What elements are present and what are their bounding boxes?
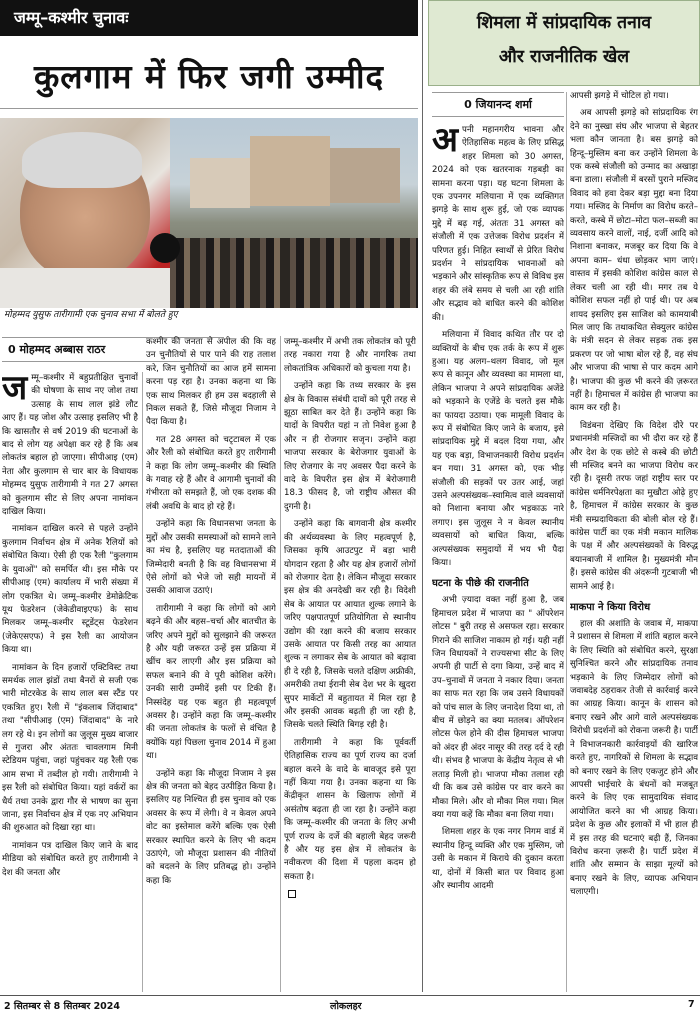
footer-page-number: 7 — [688, 999, 695, 1010]
paragraph: जम्मू–कश्मीर में अभी तक लोकतंत्र को पूरी तरह नकारा गया है और नागरिक तथा लोकतांत्रिक अधिकारों को कुचला गया है। — [284, 337, 416, 374]
microphone-icon — [150, 233, 180, 263]
right-byline: 0 जियानन्द शर्मा — [432, 92, 564, 117]
paragraph: हाल की अशांति के जवाब में, माकपा ने प्रशासन से शिमला में शांति बहाल करने के लिए स्थिति को संबोधित करने, सुरक्षा सुनिश्चित करने और सांप्रदायिक तनाव भड़काने के लिए जिम्मेदार लोगों को जवाबदेह ठहराकर तेजी से कार्रवाई करने का आग्रह किया। कानून के शासन को बनाए रखने और आगे वाले अल्पसंख्यक विरोधी प्रदर्शनों को रोकना जरूरी है। पार्टी ने विभाजनकारी कार्रवाइयों की खारिज करते हुए, नागरिकों से शिमला के सद्भाव को बनाए रखने के लिए एकजुट होने और आपसी भाईचारे के बंधनों को मजबूत करने के लिए एक सामुदायिक संवाद आयोजित करने का भी आग्रह किया। प्रदेश के कुछ और इलाकों में भी हाल ही में इस तरह की घटनाएं बढ़ी हैं, जिनका विरोध करना ज़रूरी है। पार्टी प्रदेश में शांति और सम्मान के साझा मूल्यों को बनाए रखने के लिए, व्यापक अभियान चलाएगी। — [570, 619, 698, 898]
paragraph: नामांकन के दिन हजारों एक्टिविस्ट तथा समर्थक लाल झंडों तथा बैनरों से सजी एक भारी मोटरकेड के साथ लाल बस स्टैंड पर एकत्रित हुए। रैली में "इंकलाब जिंदाबाद" तथा "सीपीआइ (एम) जिंदाबाद" के नारे लग रहे थे। इन लोगों का जुलूस मुख्य बाजार से गुजरा और अंततः चावलगाम मिनी स्टेडियम पहुंचा, जहां पहुंचकर यह रैली एक आम सभा में तब्दील हो गयी। तारीगामी ने इस रैली को संबोधित किया। यहां वर्करों का धैर्य तथा उनके द्वारा गौर से भाषण का सुना जाना, इस निर्वाचन क्षेत्र में एक नए अभियान की शुरुआत को दिखा रहा था। — [2, 662, 138, 834]
footer-date: 2 सितम्बर से 8 सितम्बर 2024 — [4, 1001, 121, 1012]
speaker-figure — [0, 118, 170, 308]
right-column-2 — [570, 90, 698, 994]
right-headline — [428, 6, 700, 74]
column-rule — [142, 372, 143, 992]
rally-photo — [0, 118, 418, 308]
left-headline: कुलगाम में फिर जगी उम्मीद — [0, 46, 418, 109]
right-headline-line2: और राजनीतिक खेल — [498, 47, 630, 67]
column-rule — [280, 336, 281, 992]
page-footer — [0, 995, 700, 1014]
paragraph: शिमला शहर के एक नगर निगम वार्ड में स्थानीय हिन्दू व्यक्ति और एक मुस्लिम, जो उसी के मकान में किराये की दुकान करता था, दोनों में किसी बात पर विवाद हुआ और स्थानीय आदमी — [432, 827, 564, 891]
paragraph: आपसी झगड़े में चोटिल हो गया। — [570, 91, 669, 101]
series-label-banner — [0, 0, 418, 36]
right-column-1 — [432, 124, 564, 994]
photo-caption: मोहम्मद युसुफ तारीगामी एक चुनाव सभा में बोलते हुए — [4, 310, 178, 320]
paragraph: विडंबना देखिए कि विदेश दौरे पर प्रधानमंत्री मस्जिदों का भी दौरा कर रहे हैं और देश के एक छोटे से कस्बे की छोटी सी मस्जिद बनने का भाजपा विरोध कर रही है। दूसरी तरफ जहां राष्ट्रीय स्तर पर कांग्रेस धर्मनिरपेक्षता का मुखौटा ओढ़े हुए है, हिमाचल में कांग्रेस सरकार के कुछ मंत्री सम्प्रदायिकता की बोली बोल रहे हैं। कांग्रेस पार्टी का एक मंत्री मकान मालिक के पक्ष में और अल्पसंख्यकों के विरुद्ध बयानबाजी में शामिल है। मुख्यमंत्री मौन हैं। इससे कांग्रेस की अंदरूनी गुटबाजी भी सामने आई है। — [570, 420, 698, 592]
left-column-3 — [284, 336, 416, 994]
end-mark-icon — [288, 890, 296, 898]
right-headline-line1: शिमला में सांप्रदायिक तनाव — [476, 13, 652, 33]
paragraph: मलियाना में विवाद कथित तौर पर दो व्यक्तियों के बीच एक तर्क के रूप में शुरू हुआ। यह अलग–थलग विवाद, जो मूल रूप से कानून और व्यवस्था का मामला था, लेकिन भाजपा ने अपने सांप्रदायिक अजेंडे को भड़काने के एजेंडे के चलते इस मौके का फायदा उठाया। एक मामूली विवाद के रूप में संबोधित किए जाने के बजाय, इसे सांप्रदायिक मुद्दे में बदल दिया गया, और यह एक बड़ा, विभाजनकारी विरोध प्रदर्शन बन गया। 31 अगस्त को, एक भीड़ संजौली की सड़कों पर उतर आई, जहां उसने अल्पसंख्यक–स्वामित्व वाले व्यवसायों को निशाना बनाया और भड़काऊ नारे लगाए। इस जुलूस ने न केवल स्थानीय व्यवसायों को बाधित किया, बल्कि अल्पसंख्यक समुदायों में भय भी पैदा किया। — [432, 330, 564, 568]
paragraph: कश्मीर की जनता से अपील की कि वह उन चुनौतियों से पार पाने की राह तलाश करे, जिन चुनौतियों का आज हमें सामना करना पड़ रहा है। उनका कहना था कि एक साथ मिलकर ही हम उस बदहाली से निकल सकते हैं, जिसे मौजूदा निजाम ने पैदा किया है। — [146, 337, 276, 428]
column-rule — [566, 92, 567, 992]
left-byline: 0 मोहम्मद अब्बास राठर — [2, 337, 224, 362]
drop-cap: अ — [432, 124, 458, 160]
paragraph: गत 28 अगस्त को चटृटाबल में एक और रैली को संबोधित करते हुए तारीगामी ने कहा कि लोग जम्मू–कश्मीर की स्थिति के गवाह रहे हैं और वे आगामी चुनावों की गंभीरता को समझते हैं, जो एक दशक की लंबी अवधि के बाद हो रहे हैं। — [146, 434, 276, 512]
left-column-1 — [2, 372, 138, 994]
footer-publication: लोकलहर — [330, 1001, 362, 1012]
paragraph: उन्होंने कहा कि विधानसभा जनता के मुद्दों और उसकी समस्याओं को सामने लाने का मंच है, इसलिए यह मतदाताओं की जिम्मेदारी बनती है कि वह विधानसभा में ऐसे लोगों को भेजे जो सही मायनों में उसकी आवाज उठाएं। — [146, 519, 276, 597]
paragraph: उन्होंने कहा कि मौजूदा निजाम ने इस क्षेत्र की जनता को बेहद उत्पीड़ित किया है। इसलिए यह निश्चित ही इस चुनाव को एक अवसर के रूप में लेगी। वे न केवल अपने वोट का इस्तेमाल करेंगे बल्कि एक ऐसी सरकार स्थापित करने के लिए भी कदम उठाएंगे, जो मौजूदा प्रशासन की नीतियों को बदलने के लिए प्रतिबद्ध हो। उन्होंने कहा कि — [146, 768, 276, 886]
paragraph: उन्होंने कहा कि तथ्य सरकार के इस क्षेत्र के विकास संबंधी दावों को पूरी तरह से झूठा साबित कर देते हैं। उन्होंने कहा कि यादों के विपरीत यहां न तो निवेश हुआ है और न ही रोजगार सजृन। उन्होंने कहा भाजपा सरकार के बेरोजगार युवाओं के लिए रोजगार के नए अवसर पैदा करने के वादे के विपरीत इस क्षेत्र में बेरोजगारी 18.3 फीसद है, जो राष्ट्रीय औसत की दुगनी है। — [284, 381, 416, 512]
paragraph: अभी ज़्यादा वक्त नहीं हुआ है, जब हिमाचल प्रदेश में भाजपा का " ऑपरेशन लोटस " बुरी तरह से असफल रहा। सरकार गिराने की साजिश नाकाम हो गई। यही नहीं जिन विधायकों ने राज्यसभा सीट के लिए अपनी ही पार्टी से दगा किया, उन्हें बाद में उप–चुनावों में जनता ने नकार दिया। जनता का साफ मत रहा कि जब उसने विधायकों को पांच साल के लिए जनादेश दिया था, तो बीच में छोड़ने का क्या मतलब। ऑपरेशन लोटस फेल होने की दीस हिमाचल भाजपा को अंदर ही अंदर नासूर की तरह दर्द दे रही थी। संभव है भाजपा के केंद्रीय नेतृत्व से भी लताड़ मिली हो। भाजपा मौका तलाश रही थी कि कब उसे कांग्रेस पर वार करने का मौका मिले। और वो मौका मिल गया। मिल क्या गया कहें कि मौका बना लिया गया। — [432, 595, 564, 820]
paragraph: म्मू–कश्मीर में बहुप्रतीक्षित चुनावों की घोषणा के साथ नए जोश तथा उत्साह के साथ लाल झंडे लौट आए हैं। यह जोश और उत्साह इसलिए भी है कि खासतौर से वर्ष 2019 की घटनाओं के बाद से लोग यह अपेक्षा कर रहे हैं कि अब लोकतंत्र बहाल हो जाएगा। सीपीआइ (एम) नेता और कुलगाम से चार बार के विधायक मोहम्मद युसुफ तारीगामी ने गत 27 अगस्त को कुलगाम सीट से लिए अपना नामांकन दाखिल किया। — [2, 373, 138, 518]
paragraph: नामांकन पत्र दाखिल किए जाने के बाद मीडिया को संबोधित करते हुए तारीगामी ने देश की जनता और — [2, 840, 138, 878]
paragraph: तारीगामी ने कहा कि लोगों को आगे बढ़ने की और बहस–चर्चा और बातचीत के जरिए अपने मुद्दों को सुलझाने की जरूरत है और यही जरूरत उन्हें इस प्रक्रिया में खींच कर लाएगी और इस प्रक्रिया को सफल बनाने की वे पूरी कोशिश करेंगे। उनकी सारी उम्मीदें इसी पर टिकी हैं। निस्संदेह यह एक बहुत ही महत्वपूर्ण अवसर है। उन्होंने कहा कि जम्मू–कश्मीर की जनता लोकतंत्र के फलों से वंचित है क्योंकि यहां पिछला चुनाव 2014 में हुआ था। — [146, 603, 276, 762]
drop-cap: ज — [2, 372, 28, 408]
paragraph: नामांकन दाखिल करने से पहले उन्होंने कुलगाम निर्वाचन क्षेत्र में अनेक रैलियों को संबोधित किया। ऐसी ही एक रैली "कुलगाम के युवाओं" को समर्पित थी। इस मौके पर सीपीआइ (एम) कार्यालय में भारी संख्या में लोग एकत्रित थे। जम्मू–कश्मीर डेमोक्रेटिक यूथ फेडरेशन (जेकेडीवाइएफ) के साथ मिलकर जम्मू–कश्मीर स्टूडेंट्स फेडरेशन (जेकेएसएफ) ने इस रैली का आयोजन किया था। — [2, 524, 138, 656]
left-column-2 — [146, 336, 276, 994]
subheading-cpim: माकपा ने किया विरोध — [570, 602, 651, 614]
subheading-politics: घटना के पीछे की राजनीति — [432, 578, 529, 590]
paragraph: अब आपसी झगड़े को सांप्रदायिक रंग देने का नुस्खा संघ और भाजपा से बेहतर भला कौन जानता है। बस झगड़े को हिन्दू–मुस्लिम बना कर उन्होंने शिमला के एक कस्बे संजौली को उन्माद का अखाड़ा बना डाला। संजौली में बरसों पुराने मस्जिद विवाद को हवा देकर बड़ा मुद्दा बना दिया गया। मस्जिद के निर्माण का विरोध करते–करते, कस्बे में छोटा–मोटा फल–सब्जी का व्यवसाय करने वालों, नाई, दर्जी आदि को निशाना बनाकर, मजबूर कर दिया कि वे अपना काम– धंधा छोड़कर भाग जाएं। वास्तव में इसकी कोशिश कांग्रेस काल से लेकर चली आ रही थी। मगर तब ये कोशिश सफल नहीं हो पाई थी। पर अब शायद इसलिए इस साजिश को कामयाबी मिल जाए कि तथाकथित सेक्युलर कांग्रेस के मंत्री सदन से लेकर सड़क तक इस प्रकरण पर जो भाषा बोल रहे हैं, वह संघ और भाजपा की भाषा से पार कदम आगे है। भाजपा की कुछ भी करने की ज़रूरत नहीं है। हिमाचल में कांग्रेस ही भाजपा का काम कर रही है। — [570, 108, 698, 414]
article-divider — [422, 0, 423, 992]
paragraph: पनी महानगरीय भावना और ऐतिहासिक महत्व के लिए प्रसिद्ध शहर शिमला को 30 अगस्त, 2024 को एक खतरनाक गड़बड़ी का सामना करना पड़ा। यह घटना शिमला के एक उपनगर मलियाना में एक व्यक्तिगत झगड़े के साथ शुरू हुई, जो एक व्यापक मुद्दे में बढ़ गई, अंततः 31 अगस्त को संजौली में एक उत्तेजक विरोध प्रदर्शन में परिणत हुई। निहित स्वार्थों से प्रेरित विरोध प्रदर्शन ने सांप्रदायिक भावनाओं को भड़काने और सांस्कृतिक रूप से विविध इस शहर की लंबे समय से चली आ रही शांति और सद्भाव को बाधित करने की कोशिश की। — [432, 125, 564, 323]
paragraph: तारीगामी ने कहा कि पूर्ववर्ती ऐतिहासिक राज्य का पूर्ण राज्य का दर्जा बहाल करने के वादे के बावजूद इसे पूरा नहीं किया गया है। उनका कहना था कि केंद्रीकृत शासन के खिलाफ लोगों में असंतोष बढ़ता ही जा रहा है। उन्होंने कहा कि जम्मू–कश्मीर की जनता के लिए अभी पूर्ण राज्य के दर्जे की बहाली बेहद जरूरी है और यह इस क्षेत्र में लोकतंत्र के नवीकरण की दिशा में पहला कदम हो सकता है। — [284, 737, 416, 882]
series-label: जम्मू–कश्मीर चुनावः — [14, 8, 129, 27]
paragraph: उन्होंने कहा कि बागवानी क्षेत्र कश्मीर की अर्थव्यवस्था के लिए महत्वपूर्ण है, जिसका कृषि आउटपुट में बड़ा भारी योगदान रहता है और यह क्षेत्र हजारों लोगों को रोजगार देता है। लेकिन मौजूदा सरकार इस क्षेत्र की अनदेखी कर रही है। विदेशी सेब के आयात पर आयात शुल्क लगाने के जरिए पक्षपातपूर्ण प्रतियोगिता से स्थानीय उद्योग की रक्षा करने की बजाय सरकार उसके आयात पर किसी तरह का आयात शुल्क न लगाकर सेब के आयात को बढ़ावा ही दे रही है, जिसके चलते दक्षिण अफ्रीकी, अमरीकी तथा ईरानी सेब देश भर के खुदरा सुपर मार्केटों में बहुतायत में मिल रहा है और इसकी आवक बढ़ती ही जा रही है, जिसके चलते स्थिति बिगड़ रही है। — [284, 519, 416, 731]
